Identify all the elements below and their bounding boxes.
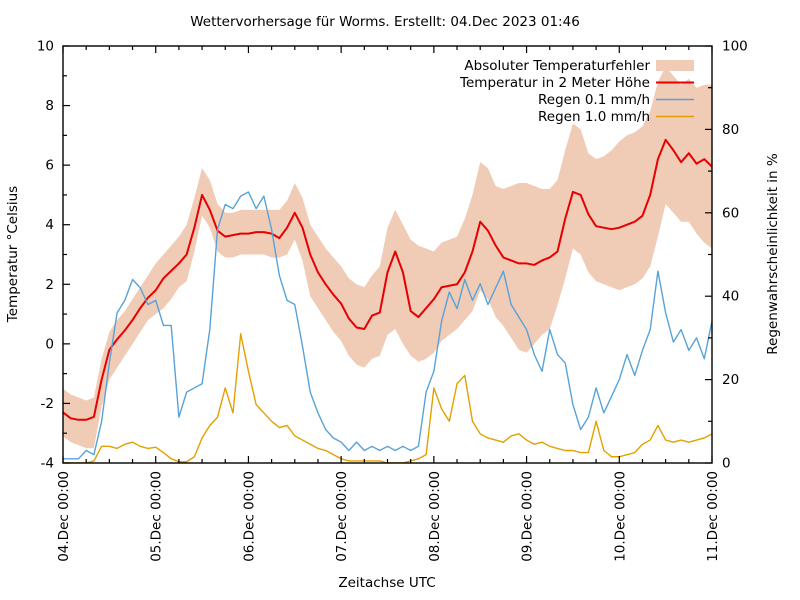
legend-item-error-band [464,58,694,74]
legend-label: Regen 0.1 mm/h [538,92,650,108]
x-axis-title: Zeitachse UTC [338,575,436,591]
x-tick-label: 05.Dec 00:00 [148,471,165,562]
legend-band-swatch [656,60,694,71]
y-left-tick-label: 0 [45,336,54,353]
y-right-tick-label: 80 [722,121,740,138]
rain-10mm-line [63,334,712,463]
y-left-axis-title: Temperatur °Celsius [5,185,21,323]
y-right-axis-title: Regenwahrscheinlichkeit in % [765,153,781,355]
legend-label: Regen 1.0 mm/h [538,109,650,125]
x-tick-label: 11.Dec 00:00 [705,471,721,562]
x-tick-label: 09.Dec 00:00 [519,471,536,562]
chart-title: Wettervorhersage für Worms. Erstellt: 04.Dec 2023 01:46 [190,14,580,30]
y-left-tick-label: 8 [45,98,54,115]
plot-area [37,39,748,562]
y-left-tick-label: 4 [45,217,54,234]
x-tick-label: 08.Dec 00:00 [426,471,443,562]
y-right-tick-label: 60 [722,205,740,222]
y-left-tick-label: 2 [45,276,54,293]
y-left-tick-label: -4 [40,455,54,472]
legend-label: Absoluter Temperaturfehler [464,58,650,74]
series-group [63,67,712,463]
y-right-tick-label: 100 [722,38,748,55]
y-left-tick-label: -2 [40,395,54,412]
y-right-tick-label: 20 [722,372,740,389]
legend-label: Temperatur in 2 Meter Höhe [460,75,650,91]
y-right-tick-label: 40 [722,288,740,305]
x-tick-label: 06.Dec 00:00 [241,471,258,562]
x-tick-label: 10.Dec 00:00 [612,471,629,562]
x-tick-label: 07.Dec 00:00 [334,471,351,562]
y-left-tick-label: 6 [45,157,54,174]
x-tick-label: 04.Dec 00:00 [56,471,72,562]
y-left-tick-label: 10 [36,38,54,55]
y-right-tick-label: 0 [722,455,731,472]
